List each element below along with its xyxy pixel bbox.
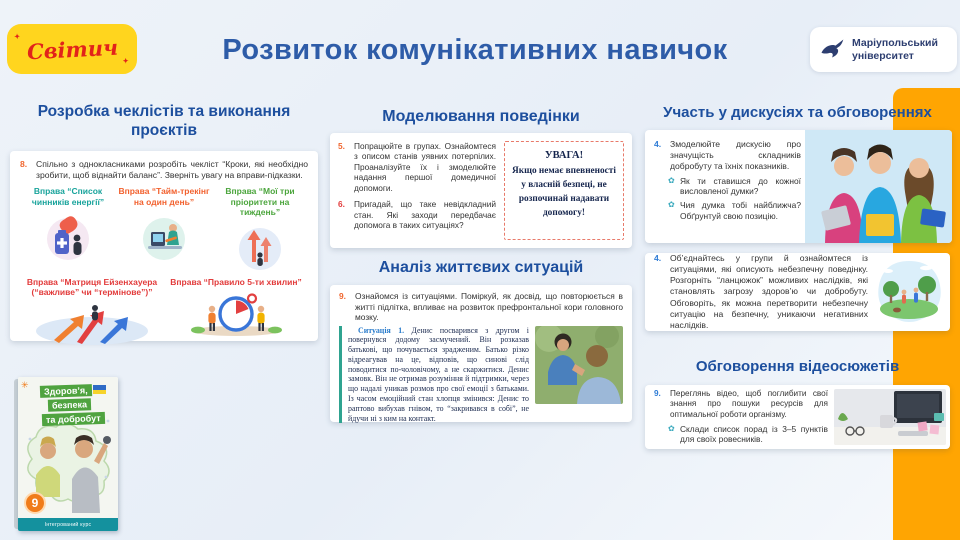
groups-card [645, 253, 950, 331]
warning-box [504, 141, 624, 240]
situation-label: Ситуація 1. [358, 325, 405, 335]
book-subtitle: Інтегрований курс [18, 518, 118, 531]
exercise-label: Вправа “Список чинників енергії” [31, 186, 105, 207]
task-item-9b [654, 389, 828, 421]
modeling-heading: Моделювання поведінки [382, 108, 580, 125]
situation-block [339, 326, 623, 424]
book-grade-badge: 9 [24, 492, 46, 514]
priorities-illustration [212, 220, 308, 272]
task-item-8 [20, 159, 308, 181]
exercise-eisenhower [21, 277, 163, 346]
exercise-energy [20, 186, 116, 272]
boys-talking-photo [535, 326, 623, 404]
task-number: 9. [339, 291, 346, 301]
situation-text: Денис посварився з другом і повернувся додому засмучений. Він розказав батькові, що почувається зрадженим. Батько різко відреагував на це, відповів, що синові слід поводитися по-чоловічому, а не скаржитися. Денис замовк. Він не отримав розуміння й підтримки, через що надалі уникав розмов про свої емоції з батьками. Із часом емоційний стан хлопця змінився: Денис то раптово вибухав гнівом, то “закривався в собі”, не йдучи ні з ким на контакт. [348, 325, 529, 423]
task-number: 8. [20, 159, 28, 169]
sub-question [668, 176, 801, 198]
warning-title: УВАГА! [544, 150, 584, 161]
task-item-6 [338, 199, 496, 230]
discussion-card [645, 130, 952, 243]
analysis-heading: Аналіз життєвих ситуацій [378, 259, 584, 276]
sub-question [668, 200, 801, 222]
task-number: 9. [654, 388, 661, 398]
task-number: 5. [338, 141, 345, 151]
task-item-4b [654, 253, 868, 331]
task-number: 6. [338, 199, 345, 210]
modeling-card [330, 133, 632, 248]
page-title: Розвиток комунікативних навичок [222, 34, 728, 66]
task-text: Спільно з однокласниками розробіть чекліст “Кроки, які необхідно зробити, щоб віднайти баланс”. Зверніть увагу на вправи-підказки. [36, 159, 308, 181]
textbook-cover [14, 377, 118, 531]
book-title-line: Здоров’я, [40, 384, 92, 398]
exercise-label: Вправа “Тайм-трекінг на один день” [118, 186, 210, 207]
task-item-4 [654, 139, 801, 173]
left-column-heading: Розробка чеклістів та виконання проєктів [37, 103, 291, 140]
university-name: Маріупольський університет [852, 36, 938, 62]
energy-illustration [20, 210, 116, 262]
task-text: Об’єднайтесь у групи й ознайомтеся із ситуаціями, які описують небезпечну поведінку. Розгорніть “ланцюжок” можливих наслідків, які становлять загрозу здоров’ю чи добробуту. Обговоріть, як можна перетворити небезпечну ситуацію на безпечну, уникаючи негативних наслідків. [670, 252, 868, 330]
exercise-label: Вправа “Правило 5-ти хвилин” [170, 276, 302, 287]
florette-icon: ✿ [668, 423, 675, 433]
task-text: Попрацюйте в групах. Ознайомтеся з описом станів уявних потерпілих. Проаналізуйте їх і змоделюйте надання першої домедичної допомоги. [354, 141, 496, 193]
task-text: Пригадай, що таке невідкладний стан. Які заходи передбачає допомога в таких ситуаціях? [354, 199, 496, 231]
star-icon: ✦ [13, 31, 20, 41]
desk-photo [834, 389, 946, 445]
five-minute-illustration [165, 290, 307, 336]
ukraine-flag-icon [93, 385, 106, 394]
students-photo [805, 130, 952, 243]
task-item-9 [339, 291, 623, 323]
task-item-5 [338, 141, 496, 193]
star-icon: ✦ [122, 55, 129, 65]
eisenhower-illustration [21, 300, 163, 346]
exercise-label: Вправа “Мої три пріоритети на тиждень” [225, 186, 295, 217]
analysis-card [330, 285, 632, 422]
park-illustration [874, 259, 944, 325]
sub-question-text: Чия думка тобі найближча? Обґрунтуй свою позицію. [680, 200, 801, 221]
exercise-priorities [212, 186, 308, 272]
book-front [18, 377, 118, 531]
florette-icon: ✿ [668, 200, 675, 210]
video-card [645, 385, 950, 449]
sub-question-text: Як ти ставишся до кожної висловленої думки? [680, 175, 801, 197]
time-tracking-illustration [116, 210, 212, 262]
task-number: 4. [654, 139, 662, 149]
svitych-logo-text: ✦ Світич ✦ [13, 31, 129, 65]
dove-icon [818, 36, 846, 64]
book-title-line: безпека [48, 398, 91, 411]
warning-text: Якщо немає впевненості у власній безпеці, не розпочинай надавати допомогу! [512, 166, 616, 218]
checklist-card [10, 151, 318, 341]
task-text: Переглянь відео, щоб поглибити свої знання про пошуки ресурсів для оптимальної роботи організму. [670, 388, 828, 420]
exercise-time-tracking [116, 186, 212, 272]
task-text: Ознайомся із ситуаціями. Поміркуй, як досвід, що повторюється в житті підлітка, впливає на розвиток префронтальної кори головного мозку. [355, 291, 623, 322]
university-logo [810, 27, 957, 72]
task-text: Змоделюйте дискусію про значущість складників добробуту та їхніх показників. [670, 139, 801, 172]
svitych-logo [7, 24, 137, 74]
book-publisher-icon: ✳ [21, 380, 29, 390]
sub-task-text: Склади список порад із 3–5 пунктів для своїх ровесників. [680, 423, 828, 445]
exercise-five-minutes [165, 277, 307, 346]
exercise-label: Вправа “Матриця Ейзенхауера (“важливе” чи “термінове”)” [26, 276, 158, 298]
task-number: 4. [654, 252, 662, 263]
book-title-line: та добробут [42, 412, 105, 426]
video-heading: Обговорення відеосюжетів [695, 358, 900, 375]
discussion-heading: Участь у дискусіях та обговореннях [663, 104, 932, 121]
sub-task [668, 424, 828, 446]
florette-icon: ✿ [668, 175, 675, 185]
